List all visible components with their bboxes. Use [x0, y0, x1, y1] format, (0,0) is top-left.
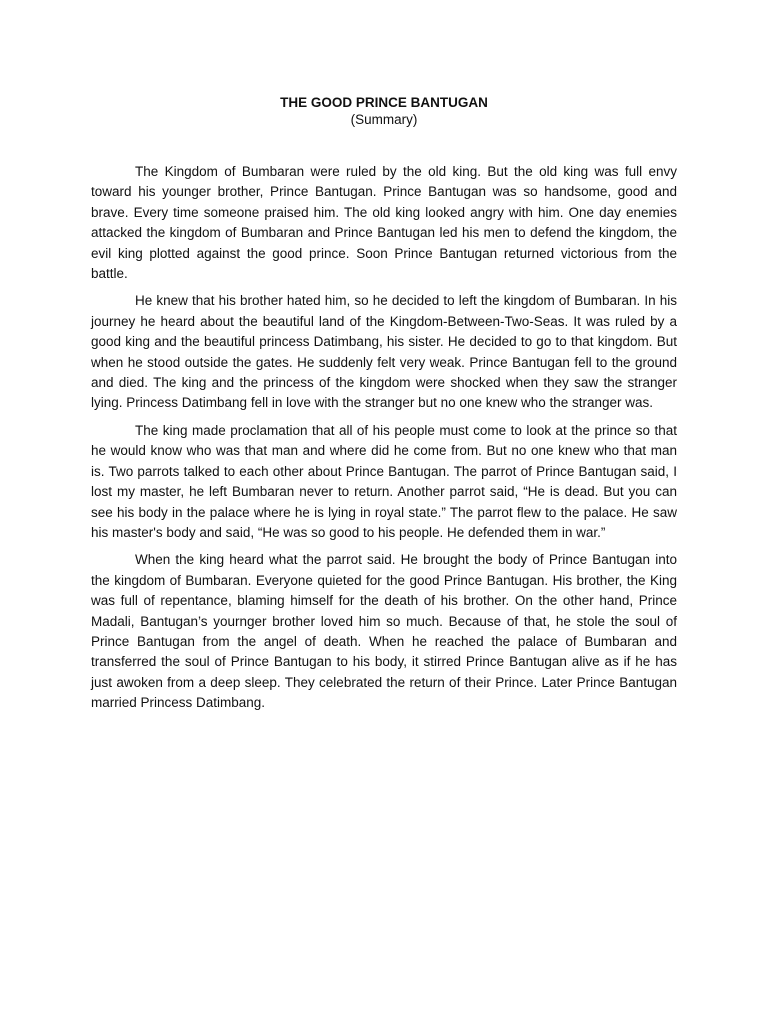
paragraph-3: The king made proclamation that all of his people must come to look at the prince so that he would know who was that man and where did he come from. But no one knew who that man is. Two parrots talked to each other about Prince Bantugan. The parrot of Prince Bantugan said, I lost my master, he left Bumbaran never to return. Another parrot said, “He is dead. But you can see his body in the palace where he is lying in royal state.” The parrot flew to the palace. He saw his master's body and said, “He was so good to his people. He defended them in war.” [91, 422, 677, 540]
paragraph-4: When the king heard what the parrot said. He brought the body of Prince Bantugan into the kingdom of Bumbaran. Everyone quieted for the good Prince Bantugan. His brother, the King was full of repentance, blaming himself for the death of his brother. On the other hand, Prince Madali, Bantugan’s yournger brother loved him so much. Because of that, he stole the soul of Prince Bantugan from the angel of death. When he reached the palace of Bumbaran and transferred the soul of Prince Bantugan to his body, it stirred Prince Bantugan alive as if he has just awoken from a deep sleep. They celebrated the return of their Prince. Later Prince Bantugan married Princess Datimbang. [91, 552, 677, 711]
paragraph-2: He knew that his brother hated him, so he decided to left the kingdom of Bumbaran. In his journey he heard about the beautiful land of the Kingdom-Between-Two-Seas. It was ruled by a good king and the beautiful princess Datimbang, his sister. He decided to go to that kingdom. But when he stood outside the gates. He suddenly felt very weak. Prince Bantugan fell to the ground and died. The king and the princess of the kingdom were shocked when they saw the stranger lying. Princess Datimbang fell in love with the stranger but no one knew who the stranger was. [91, 293, 677, 411]
document-body [91, 162, 677, 714]
document-subtitle: (Summary) [350, 112, 418, 127]
document-title: THE GOOD PRINCE BANTUGAN [280, 95, 488, 110]
paragraph-1: The Kingdom of Bumbaran were ruled by the old king. But the old king was full envy toward his younger brother, Prince Bantugan. Prince Bantugan was so handsome, good and brave. Every time someone praised him. The old king looked angry with him. One day enemies attacked the kingdom of Bumbaran and Prince Bantugan led his men to defend the kingdom, the evil king plotted against the good prince. Soon Prince Bantugan returned victorious from the battle. [91, 164, 677, 282]
